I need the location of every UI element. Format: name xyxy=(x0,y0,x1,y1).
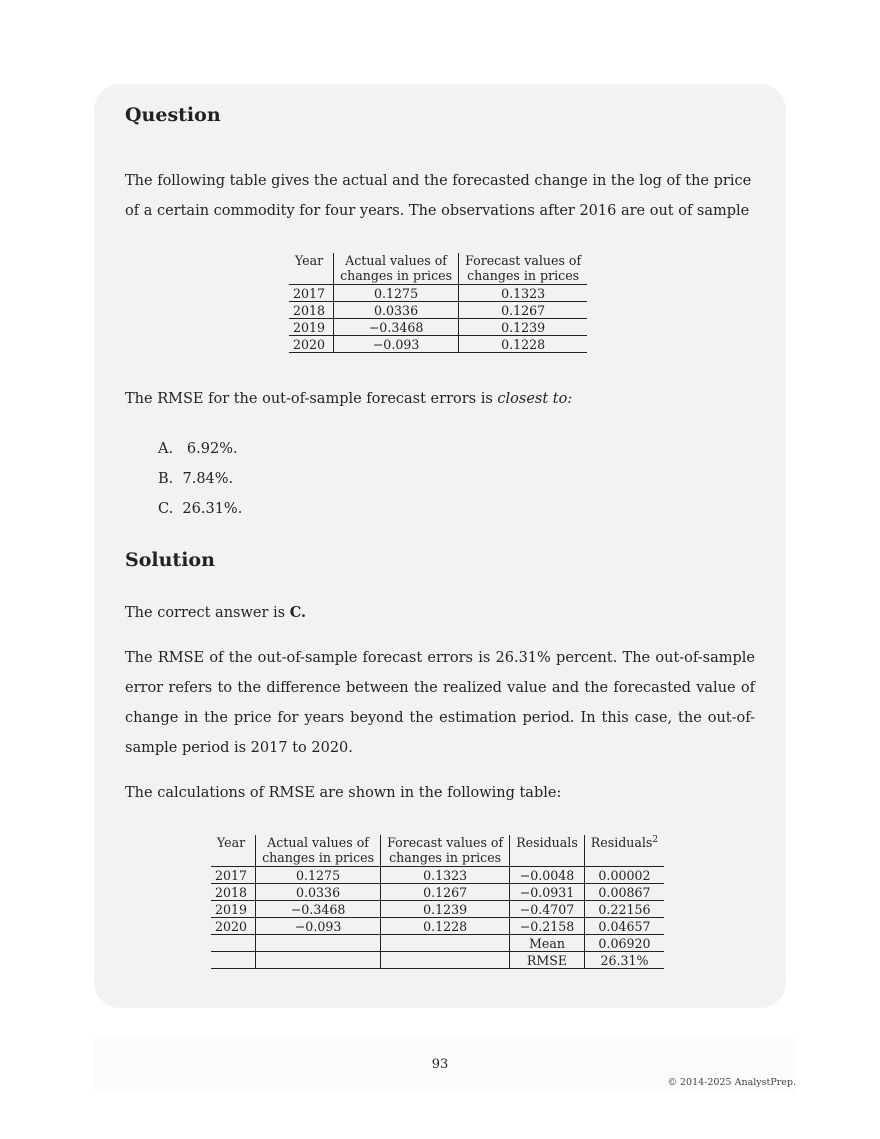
header-actual: Actual values of changes in prices xyxy=(334,253,459,285)
header-actual: Actual values of changes in prices xyxy=(256,835,381,867)
question-intro xyxy=(125,166,755,226)
rmse-table xyxy=(211,835,664,969)
intro-line-2: of a certain commodity for four years. The observations after 2016 are out of sample xyxy=(125,203,750,219)
question-card xyxy=(94,84,786,1008)
solution-explanation: The RMSE of the out-of-sample forecast errors is 26.31% percent. The out-of-sample error refers to the difference between the realized value and the forecasted value of change in the price for years beyond the estimation period. In this case, the out-of- sample period is 2017 to 2020. xyxy=(125,650,755,756)
copyright: © 2014-2025 AnalystPrep. xyxy=(667,1077,796,1088)
table-row: 2020 −0.093 0.1228 xyxy=(289,336,587,353)
header-forecast: Forecast values of changes in prices xyxy=(381,835,510,867)
table-row: 2018 0.0336 0.1267 xyxy=(289,302,587,319)
solution-heading: Solution xyxy=(125,549,215,571)
header-residuals: Residuals xyxy=(510,835,585,867)
table-row: 2019 −0.3468 0.1239 xyxy=(289,319,587,336)
table-row: 2017 0.1275 0.1323 −0.0048 0.00002 xyxy=(211,867,664,884)
table-row: 2019 −0.3468 0.1239 −0.4707 0.22156 xyxy=(211,901,664,918)
header-residuals-squared: Residuals$^2$ xyxy=(584,835,664,867)
correct-answer: The correct answer is C. xyxy=(125,604,307,621)
prompt-emphasis: closest to: xyxy=(497,391,573,407)
header-year: Year xyxy=(216,835,246,850)
summary-row-rmse: RMSE 26.31% xyxy=(211,952,664,969)
header-forecast: Forecast values of changes in prices xyxy=(459,253,588,285)
option-a: A. 6.92%. xyxy=(158,441,238,457)
table-row: 2020 −0.093 0.1228 −0.2158 0.04657 xyxy=(211,918,664,935)
header-year: Year xyxy=(294,253,324,268)
table-row: 2018 0.0336 0.1267 −0.0931 0.00867 xyxy=(211,884,664,901)
question-heading: Question xyxy=(125,104,221,126)
intro-line-1: The following table gives the actual and the forecasted change in the log of the price xyxy=(125,173,752,189)
calc-intro: The calculations of RMSE are shown in the following table: xyxy=(125,785,562,801)
question-prompt: The RMSE for the out-of-sample forecast errors is closest to: xyxy=(125,391,573,407)
question-table xyxy=(289,253,587,353)
option-c: C. 26.31%. xyxy=(158,501,243,517)
answer-letter: C. xyxy=(289,604,307,621)
table-row: 2017 0.1275 0.1323 xyxy=(289,285,587,302)
page-number: 93 xyxy=(431,1057,449,1072)
answer-options xyxy=(158,434,242,524)
option-b: B. 7.84%. xyxy=(158,471,234,487)
summary-row-mean: Mean 0.06920 xyxy=(211,935,664,952)
